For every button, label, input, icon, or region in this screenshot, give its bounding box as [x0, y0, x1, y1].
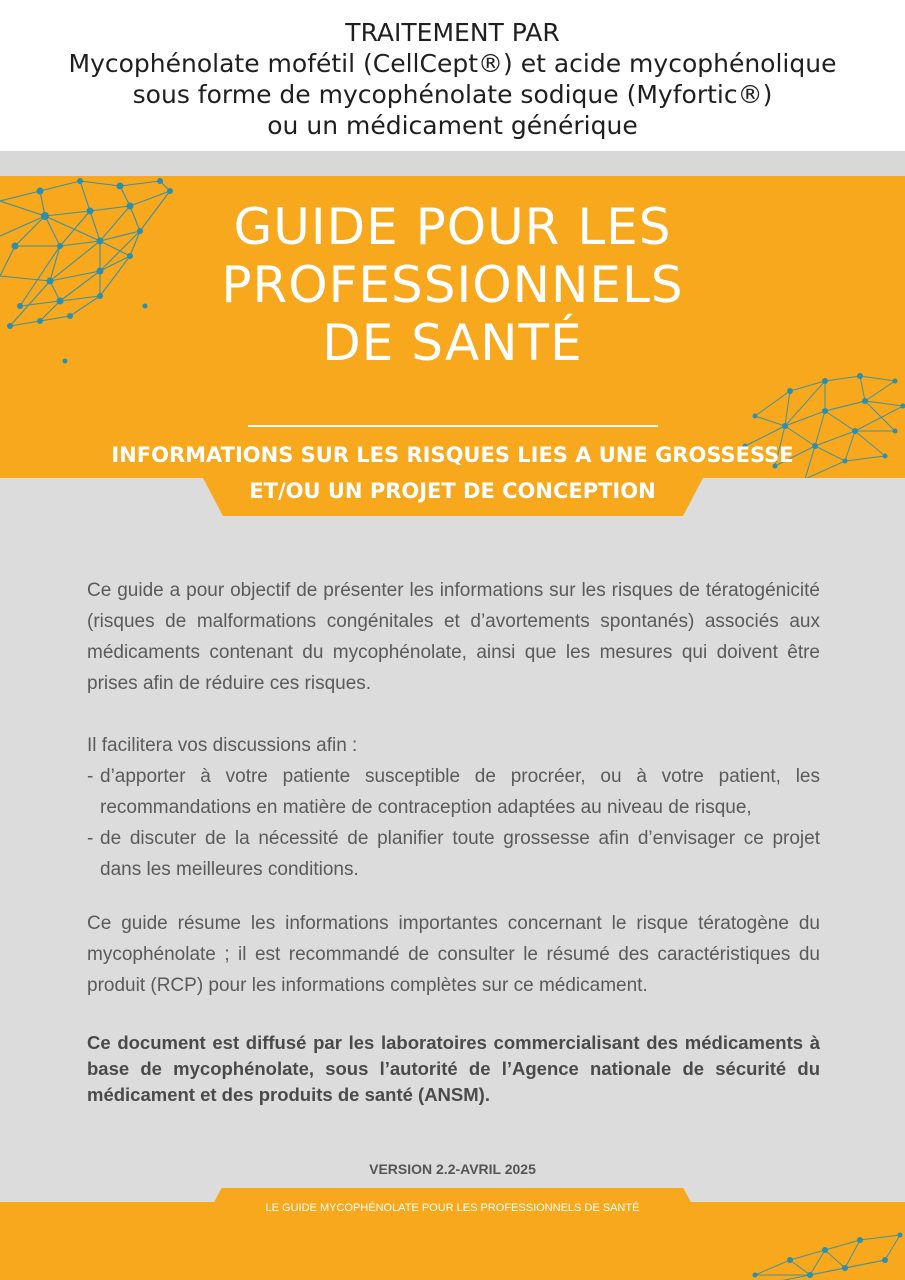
summary-paragraph: Ce guide résume les informations importantes concernant le risque tératogène du mycophénolate ; il est recommandé de consulter le résumé des caractéristiques du produit (RCP) pour les informations complètes sur ce médicament. — [87, 913, 820, 996]
guide-title-line-2: PROFESSIONNELS — [221, 256, 684, 314]
list-item — [87, 823, 820, 885]
guide-title-line-1: GUIDE POUR LES — [233, 198, 672, 256]
distribution-notice: Ce document est diffusé par les laboratoires commercialisant des médicaments à base de mycophénolate, sous l’autorité de l’Agence nationale de sécurité du médicament et des produits de santé (ANSM). — [87, 1032, 820, 1105]
header-separator-band — [0, 151, 905, 176]
list-item-text: d’apporter à votre patiente susceptible de procréer, ou à votre patient, les recommandations en matière de contraception adaptées au niveau de risque, — [100, 766, 820, 818]
network-decoration-footer-icon — [745, 1220, 905, 1280]
list-item — [87, 761, 820, 823]
title-divider — [248, 425, 658, 427]
list-dash: - — [87, 766, 94, 787]
footer-caption: LE GUIDE MYCOPHÉNOLATE POUR LES PROFESSIONNELS DE SANTÉ — [265, 1202, 640, 1214]
intro-paragraph: Ce guide a pour objectif de présenter les informations sur les risques de tératogénicité (risques de malformations congénitales et d’avortements spontanés) associés aux médicaments contenant du mycophénolate, ainsi que les mesures qui doivent être prises afin de réduire ces risques. — [87, 580, 820, 694]
drug-line-2: sous forme de mycophénolate sodique (Myfortic®) — [132, 80, 773, 109]
guide-title-line-3: DE SANTÉ — [322, 314, 583, 372]
version-label: VERSION 2.2-AVRIL 2025 — [369, 1161, 536, 1177]
risk-subtitle-line-2: ET/OU UN PROJET DE CONCEPTION — [249, 479, 656, 503]
drug-line-1: Mycophénolate mofétil (CellCept®) et acide mycophénolique — [68, 49, 837, 78]
list-dash: - — [87, 828, 94, 849]
guide-title — [0, 198, 905, 372]
treatment-heading: TRAITEMENT PAR — [345, 18, 560, 47]
document-header — [0, 0, 905, 151]
discussion-section — [87, 730, 820, 885]
list-intro: Il facilitera vos discussions afin : — [87, 735, 358, 756]
risk-subtitle-line-1: INFORMATIONS SUR LES RISQUES LIES A UNE GROSSESSE — [111, 443, 794, 467]
list-item-text: de discuter de la nécessité de planifier toute grossesse afin d’envisager ce projet dans les meilleures conditions. — [100, 828, 820, 880]
objectives-list — [87, 761, 820, 885]
drug-line-3: ou un médicament générique — [267, 111, 638, 140]
